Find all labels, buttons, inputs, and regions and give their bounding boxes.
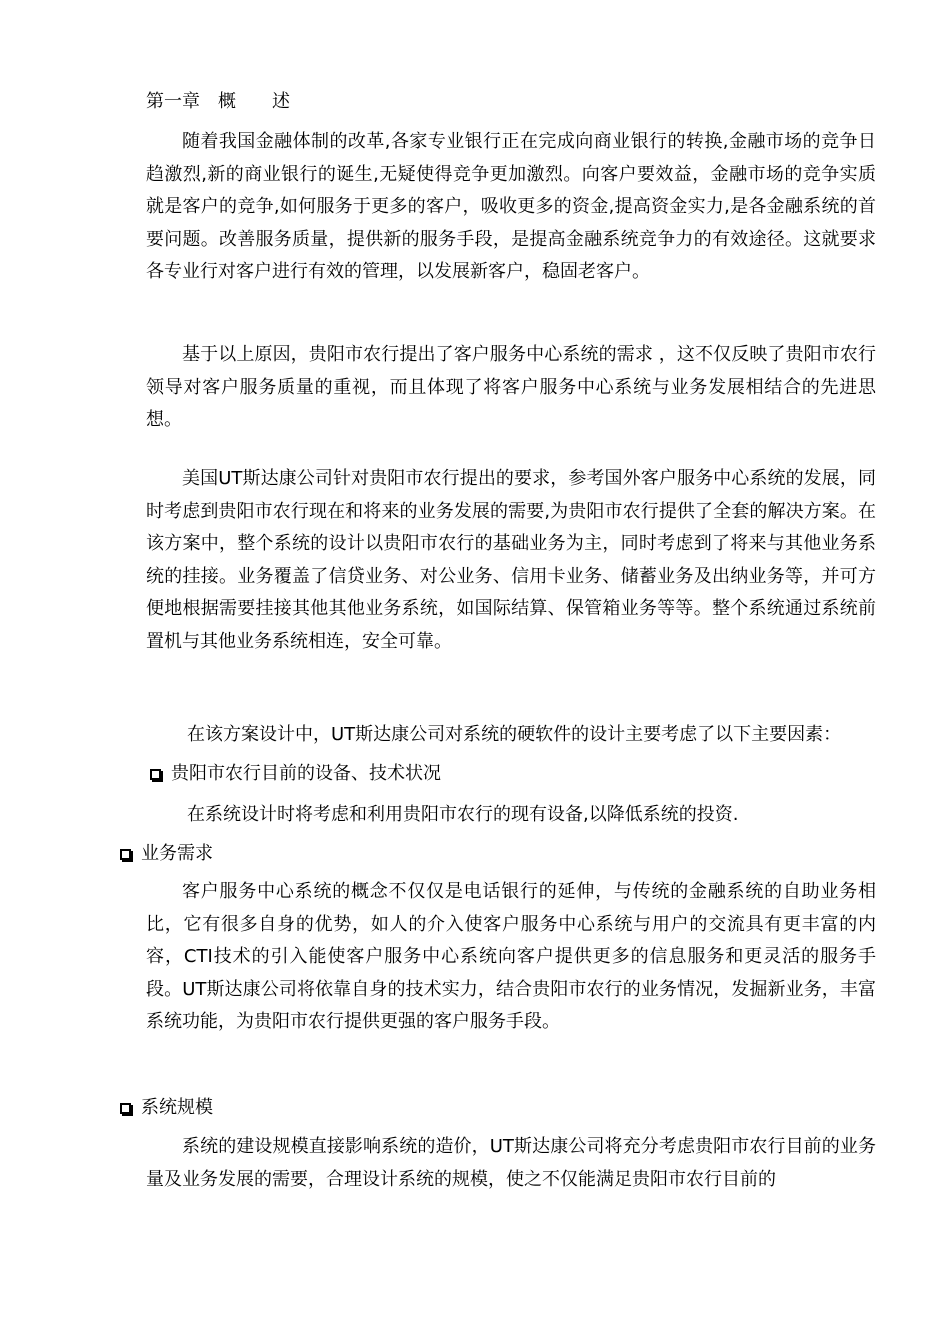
checkbox-bullet-icon [120,849,131,860]
chapter-title: 第一章 概 述 [146,91,290,112]
factor-heading-scale [120,1096,213,1120]
factor-heading-label: 业务需求 [141,843,213,864]
factor-heading-label: 系统规模 [141,1097,213,1118]
factor-heading-label: 贵阳市农行目前的设备、技术状况 [171,763,441,784]
checkbox-bullet-icon [150,769,161,780]
paragraph-reason: 基于以上原因，贵阳市农行提出了客户服务中心系统的需求 ，这不仅反映了贵阳市农行领导对客户服务质量的重视，而且体现了将客户服务中心系统与业务发展相结合的先进思想。 [146,344,876,431]
paragraph-intro: 随着我国金融体制的改革,各家专业银行正在完成向商业银行的转换,金融市场的竞争日趋激烈,新的商业银行的诞生,无疑使得竞争更加激烈。向客户要效益，金融市场的竞争实质就是客户的竞争,如何服务于更多的客户，吸收更多的资金,提高资金实力,是各金融系统的首要问题。改善服务质量，提供新的服务手段，是提高金融系统竞争力的有效途径。这就要求各专业行对客户进行有效的管理，以发展新客户，稳固老客户。 [146,131,876,283]
paragraph-factors-intro: 在该方案设计中，UT斯达康公司对系统的硬软件的设计主要考虑了以下主要因素： [187,724,842,745]
factor-heading-equipment [150,762,441,786]
factor-body-business: 客户服务中心系统的概念不仅仅是电话银行的延伸，与传统的金融系统的自助业务相比，它有很多自身的优势，如人的介入使客户服务中心系统与用户的交流具有更丰富的内容，CTI技术的引入能使客户服务中心系统向客户提供更多的信息服务和更灵活的服务手段。UT斯达康公司将依靠自身的技术实力，结合贵阳市农行的业务情况，发掘新业务，丰富系统功能，为贵阳市农行提供更强的客户服务手段。 [146,881,876,1033]
paragraph-solution: 美国UT斯达康公司针对贵阳市农行提出的要求，参考国外客户服务中心系统的发展，同时考虑到贵阳市农行现在和将来的业务发展的需要,为贵阳市农行提供了全套的解决方案。在该方案中，整个系统的设计以贵阳市农行的基础业务为主，同时考虑到了将来与其他业务系统的挂接。业务覆盖了信贷业务、对公业务、信用卡业务、储蓄业务及出纳业务等，并可方便地根据需要挂接其他其他业务系统，如国际结算、保管箱业务等等。整个系统通过系统前置机与其他业务系统相连，安全可靠。 [146,468,876,652]
checkbox-bullet-icon [120,1103,131,1114]
factor-body-scale: 系统的建设规模直接影响系统的造价，UT斯达康公司将充分考虑贵阳市农行目前的业务量及业务发展的需要，合理设计系统的规模，使之不仅能满足贵阳市农行目前的 [146,1136,876,1190]
factor-body-equipment: 在系统设计时将考虑和利用贵阳市农行的现有设备,以降低系统的投资. [187,804,739,825]
factor-heading-business [120,842,213,866]
